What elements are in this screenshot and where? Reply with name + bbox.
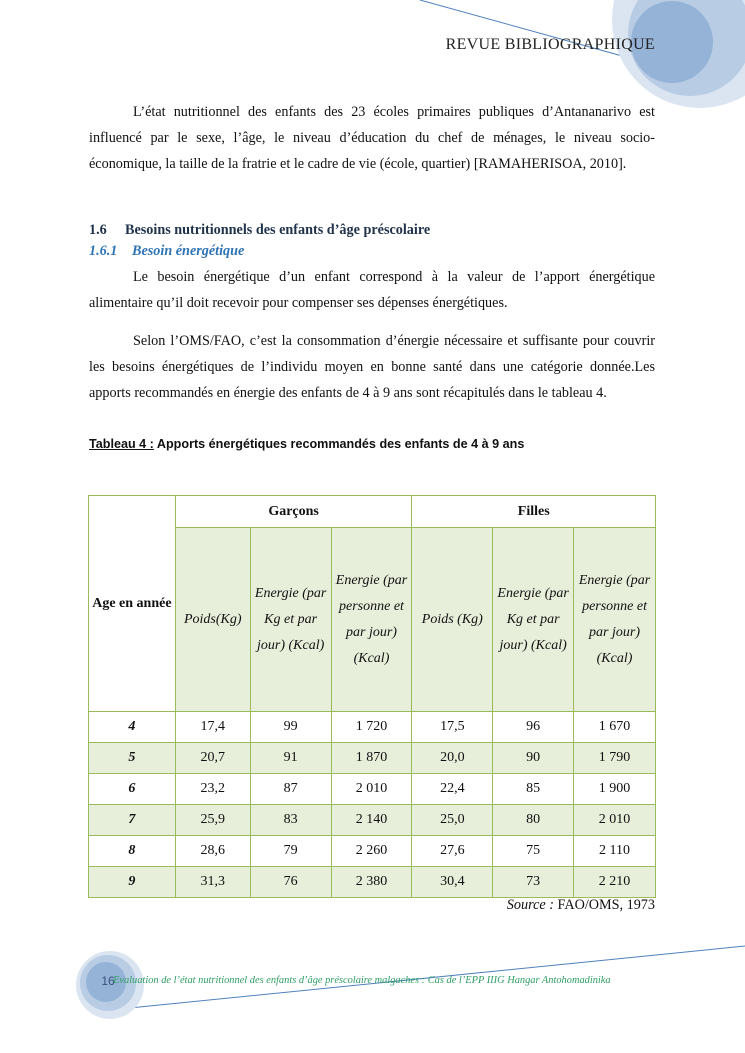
table-cell: 2 210 — [574, 867, 656, 898]
section-number: 1.6 — [89, 222, 107, 238]
table-source — [507, 897, 655, 914]
table-cell: 76 — [250, 867, 331, 898]
age-column-header: Age en année — [89, 496, 176, 712]
running-footer: Evaluation de l’état nutritionnel des enfants d’âge préscolaire malgaches : Cas de l’EPP IIIG Hangar Antohomadinika — [113, 975, 611, 986]
age-cell: 7 — [89, 805, 176, 836]
table-row — [89, 743, 656, 774]
table-cell: 2 110 — [574, 836, 656, 867]
subsection-number: 1.6.1 — [89, 243, 118, 259]
source-label: Source : — [506, 897, 554, 913]
table-cell: 1 900 — [574, 774, 656, 805]
table-cell: 27,6 — [412, 836, 493, 867]
table-cell: 2 260 — [331, 836, 412, 867]
source-value: FAO/OMS, 1973 — [553, 897, 655, 913]
table-row — [89, 805, 656, 836]
subsection-title: Besoin énergétique — [132, 243, 245, 259]
age-cell: 9 — [89, 867, 176, 898]
paragraph-energy-need: Le besoin énergétique d’un enfant correspond à la valeur de l’apport énergétique alimentaire qu’il doit recevoir pour compenser ses dépenses énergétiques. — [89, 269, 655, 311]
table-cell: 25,9 — [175, 805, 250, 836]
table-cell: 17,4 — [175, 712, 250, 743]
age-cell: 4 — [89, 712, 176, 743]
table-caption — [89, 437, 524, 451]
header-circles-decoration — [420, 0, 745, 108]
table-row — [89, 712, 656, 743]
table-cell: 2 140 — [331, 805, 412, 836]
table-cell: 17,5 — [412, 712, 493, 743]
table-cell: 96 — [493, 712, 574, 743]
table-cell: 79 — [250, 836, 331, 867]
table-cell: 30,4 — [412, 867, 493, 898]
table-row — [89, 774, 656, 805]
running-header: REVUE BIBLIOGRAPHIQUE — [445, 36, 655, 53]
table-row — [89, 836, 656, 867]
table-caption-text: Apports énergétiques recommandés des enfants de 4 à 9 ans — [153, 437, 525, 451]
subsection-heading — [89, 243, 244, 260]
energy-table — [88, 495, 656, 898]
table-cell: 20,0 — [412, 743, 493, 774]
page-number: 16 — [101, 974, 115, 988]
table-cell: 1 670 — [574, 712, 656, 743]
table-cell: 2 010 — [331, 774, 412, 805]
table-cell: 31,3 — [175, 867, 250, 898]
table-cell: 83 — [250, 805, 331, 836]
table-cell: 90 — [493, 743, 574, 774]
table-cell: 1 790 — [574, 743, 656, 774]
table-cell: 80 — [493, 805, 574, 836]
age-cell: 5 — [89, 743, 176, 774]
section-title: Besoins nutritionnels des enfants d’âge préscolaire — [125, 222, 431, 238]
table-caption-label: Tableau 4 : — [89, 437, 154, 451]
age-cell: 8 — [89, 836, 176, 867]
paragraph-oms-fao: Selon l’OMS/FAO, c’est la consommation d’énergie nécessaire et suffisante pour couvrir les besoins énergétiques de l’individu moyen en bonne santé dans une catégorie donnée.Les apports recommandés en énergie des enfants de 4 à 9 ans sont récapitulés dans le tableau 4. — [89, 333, 655, 401]
boys-energy-per-kg-header: Energie (par Kg et par jour) (Kcal) — [250, 528, 331, 712]
table-cell: 1 720 — [331, 712, 412, 743]
girls-energy-per-kg-header: Energie (par Kg et par jour) (Kcal) — [493, 528, 574, 712]
table-cell: 28,6 — [175, 836, 250, 867]
table-cell: 20,7 — [175, 743, 250, 774]
boys-weight-header: Poids(Kg) — [175, 528, 250, 712]
boys-group-header: Garçons — [175, 496, 412, 528]
table-cell: 85 — [493, 774, 574, 805]
age-cell: 6 — [89, 774, 176, 805]
table-cell: 23,2 — [175, 774, 250, 805]
table-cell: 91 — [250, 743, 331, 774]
table-cell: 75 — [493, 836, 574, 867]
intro-paragraph: L’état nutritionnel des enfants des 23 écoles primaires publiques d’Antananarivo est influencé par le sexe, l’âge, le niveau d’éducation du chef de ménages, le niveau socio-économique, la taille de la fratrie et le cadre de vie (école, quartier) [RAMAHERISOA, 2010]. — [89, 104, 655, 172]
girls-group-header: Filles — [412, 496, 656, 528]
table-cell: 2 010 — [574, 805, 656, 836]
boys-energy-per-person-header: Energie (par personne et par jour) (Kcal) — [331, 528, 412, 712]
table-cell: 25,0 — [412, 805, 493, 836]
table-row — [89, 867, 656, 898]
girls-weight-header: Poids (Kg) — [412, 528, 493, 712]
table-cell: 73 — [493, 867, 574, 898]
section-heading — [89, 222, 430, 239]
girls-energy-per-person-header: Energie (par personne et par jour) (Kcal) — [574, 528, 656, 712]
table-cell: 22,4 — [412, 774, 493, 805]
table-group-header-row — [89, 496, 656, 528]
table-cell: 87 — [250, 774, 331, 805]
table-cell: 99 — [250, 712, 331, 743]
table-cell: 2 380 — [331, 867, 412, 898]
table-cell: 1 870 — [331, 743, 412, 774]
